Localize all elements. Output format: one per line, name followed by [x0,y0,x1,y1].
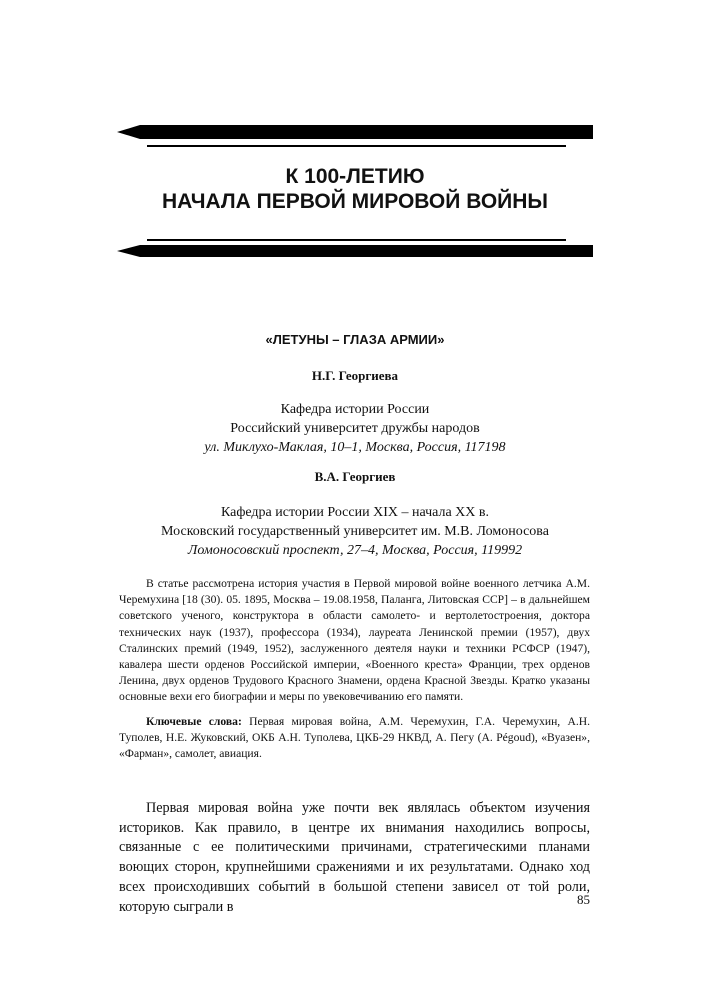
author-name: Н.Г. Георгиева [311,368,399,383]
abstract-text: В статье рассмотрена история участия в Первой мировой войне военного летчика А.М. Черемухина [18 (30). 05. 1895, Москва – 19.08.1958, Паланга, Литовская ССР] – в дальнейшем советского ученого, конструктора в области самолето- и вертолетостроения, доктора технических наук (1937), профессора (1934), лауреата Ленинской премии (1957), двух Сталинских премий (1949, 1952), заслуженного деятеля науки и техники РСФСР (1947), кавалера шести орденов Российской империи, «Военного креста» Франции, трех орденов Ленина, двух орденов Трудового Красного Знамени, ордена Красной Звезды. Кратко указаны основные вехи его биографии и меры по увековечиванию его памяти. [119,577,590,704]
body-paragraph: Первая мировая война уже почти век являлась объектом изучения историков. Как правило, в центре их внимания находились вопросы, связанные с ее политическими причинами, стратегическими планами воющих сторон, крупнейшими сражениями и их результатами. Однако ход всех происходивших событий в большой степени зависел от той роли, которую сыграли в [119,800,590,915]
affiliation-university: Московский государственный университет им. М.В. Ломоносова [161,524,549,539]
author-affiliation [0,400,710,457]
affiliation-department: Кафедра истории России XIX – начала XX в. [220,505,490,520]
author-affiliation [0,503,710,560]
author-name: В.А. Георгиев [314,469,396,484]
page-number: 85 [577,892,590,907]
abstract [119,576,590,706]
keywords [119,714,590,763]
keywords-paragraph [119,714,590,763]
affiliation-address: Ломоносовский проспект, 27–4, Москва, Россия, 119992 [187,543,523,558]
top-decorative-rule [0,0,710,150]
affiliation-address: ул. Миклухо-Маклая, 10–1, Москва, Россия, 117198 [204,440,506,455]
keywords-label: Ключевые слова: [146,715,242,728]
body-text [119,799,590,917]
keywords-text: Первая мировая война, А.М. Черемухин, Г.А. Черемухин, А.Н. Туполев, Н.Е. Жуковский, ОКБ А.Н. Туполева, ЦКБ-29 НКВД, А. Пегу (A. Pégoud), «Вуазен», «Фарман», самолет, авиация. [119,715,591,761]
section-title-line-1: К 100-ЛЕТИЮ [285,165,425,188]
affiliation-department: Кафедра истории России [280,402,430,417]
affiliation-university: Российский университет дружбы народов [230,421,480,436]
section-title-line-2: НАЧАЛА ПЕРВОЙ МИРОВОЙ ВОЙНЫ [161,190,548,213]
bottom-decorative-rule [0,230,710,260]
article-title: «ЛЕТУНЫ – ГЛАЗА АРМИИ» [265,332,445,347]
